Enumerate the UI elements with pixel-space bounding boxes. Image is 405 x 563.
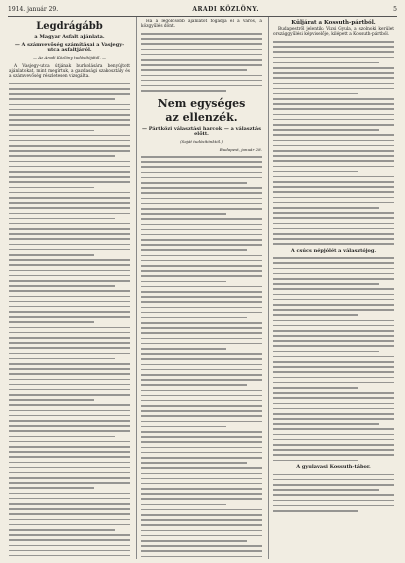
page-date: 1914. január 29.	[8, 5, 59, 13]
page-number: 5	[393, 5, 397, 13]
body-text	[273, 474, 394, 512]
article-byline: (Saját tudósítónktól.)	[180, 139, 223, 145]
body-text	[141, 33, 262, 92]
article-intro: Ha a legolcsóbb ajánlatot fogadja el a város, a közgyűlés dönt.	[141, 19, 262, 30]
body-text	[9, 83, 130, 559]
body-text	[273, 257, 394, 461]
article-byline: — Az Aradi Közlöny tudósítójától. —	[33, 55, 106, 61]
article-column-3	[273, 19, 394, 559]
column-divider	[268, 17, 269, 559]
article-title: Nem egységes	[157, 96, 246, 110]
article-column-1	[9, 19, 130, 559]
body-text	[273, 41, 394, 245]
article-title: Legdrágább	[36, 21, 103, 32]
article-column-2	[141, 19, 262, 559]
section-heading: A gyulavasi Kossuth-tábor.	[296, 463, 371, 470]
article-deck: — Pártközi választási harcok — a választás előtt.	[142, 125, 261, 137]
article-lead: A Vasjegy-utca útjának burkolására benyújtott ajánlatokat, mint megírtuk, a gazdasági szakosztály és a számvevőség részletesen vizsgálta.	[9, 63, 130, 80]
article-deck: — A számvevőség számításai a Vasjegy-utca asfaltjáról.	[14, 42, 125, 54]
article-lead: Budapestről jelentik: Vizsi Gyula, a szolnoki kerület országgyűlési képviselője, kilépett a Kossuth-pártból.	[273, 27, 394, 38]
column-divider	[136, 17, 137, 559]
article-dateline: Budapest, január 28.	[219, 147, 262, 153]
body-text	[141, 156, 262, 559]
page-header	[8, 4, 397, 17]
section-heading: A csúcs népjólét a választójog.	[290, 247, 377, 254]
newspaper-title: ARADI KÖZLÖNY.	[192, 5, 259, 13]
article-subtitle: a Magyar Asfalt ajánlata.	[34, 34, 105, 40]
article-title-line-2: az ellenzék.	[165, 110, 238, 124]
article-title: Küljárat a Kossuth-pártból.	[291, 20, 376, 26]
